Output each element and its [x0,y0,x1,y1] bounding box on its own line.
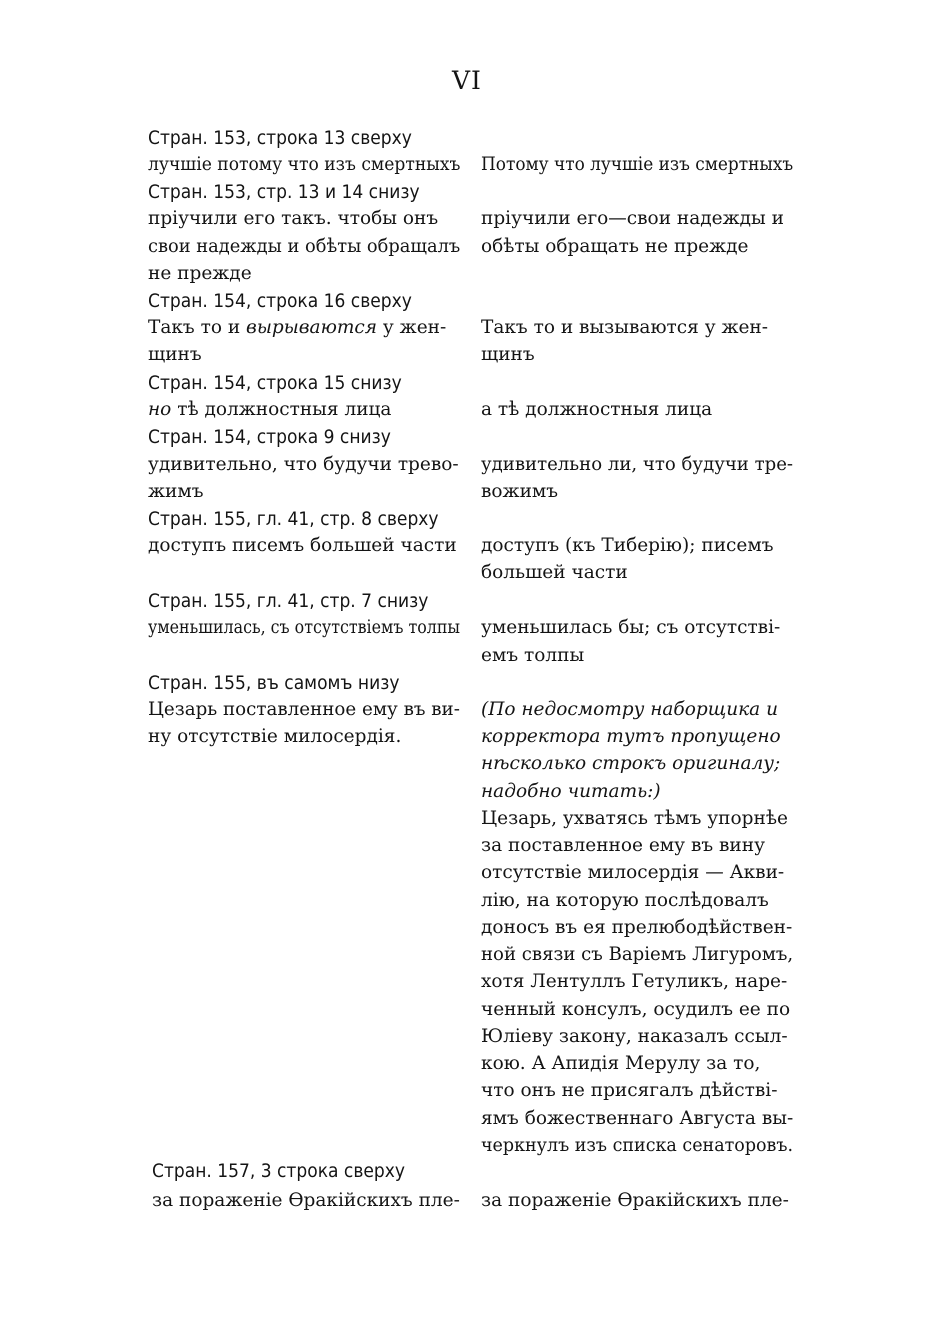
wrong-text: жимъ [148,481,204,502]
editor-note: нѣсколько строкъ оригиналу; [481,753,781,774]
wrong-text: свои надежды и обѣты обращалъ [148,236,461,257]
wrong-text-part: тѣ должностныя лица [171,399,392,420]
correct-text: пріучили его—свои надежды и [481,208,784,229]
correct-text: емъ толпы [481,645,585,666]
wrong-text: доступъ писемъ большей части [148,535,457,556]
entry-heading: Стран. 154, строка 9 снизу [148,426,391,448]
entry-heading: Стран. 153, строка 13 сверху [148,127,412,149]
wrong-text [148,317,446,339]
correct-text: отсутствіе милосердія — Акви- [481,862,785,883]
correct-text: кою. А Апидія Мерулу за то, [481,1053,761,1074]
editor-note: надобно читать:) [481,781,661,802]
wrong-text: уменьшилась, съ отсутствіемъ толпы [148,617,461,638]
correct-text: ямъ божественнаго Августа вы- [481,1108,794,1129]
wrong-text: удивительно, что будучи трево- [148,454,459,475]
entry-heading: Стран. 153, стр. 13 и 14 снизу [148,181,420,203]
wrong-text: Цезарь поставленное ему въ ви- [148,699,460,720]
correct-text: уменьшилась бы; съ отсутствi- [481,617,781,638]
correct-text: а тѣ должностныя лица [481,399,713,420]
page-number: VI [452,66,482,95]
correct-text: что онъ не присягалъ дѣйстві- [481,1080,778,1101]
entry-heading: Стран. 157, 3 строка сверху [152,1160,405,1182]
wrong-text-italic: вырываются [246,317,378,338]
entry-heading: Стран. 155, гл. 41, стр. 7 снизу [148,590,429,612]
entry-heading: Стран. 155, въ самомъ низу [148,672,400,694]
correct-text: Цезарь, ухватясь тѣмъ упорнѣе [481,808,788,829]
wrong-text: не прежде [148,263,252,284]
wrong-text-italic: но [148,399,172,420]
correct-text: Такъ то и вызываются у жен- [481,317,769,338]
wrong-text: ну отсутствіе милосердія. [148,726,402,747]
wrong-text-part: Такъ то и [148,317,247,338]
correct-text: щинъ [481,344,535,365]
correct-text: вожимъ [481,481,559,502]
correct-text: ной связи съ Варіемъ Лигуромъ, [481,944,794,965]
correct-text: доступъ (къ Тиберію); писемъ [481,535,774,556]
entry-heading: Стран. 155, гл. 41, стр. 8 сверху [148,508,439,530]
wrong-text: лучшіе потому что изъ смертныхъ [148,154,461,175]
correct-text: удивительно ли, что будучи тре- [481,454,794,475]
correct-text: ченный консулъ, осудилъ ее по [481,999,791,1020]
correct-text: обѣты обращать не прежде [481,236,749,257]
wrong-text: щинъ [148,344,202,365]
correct-text: Потому что лучшіе изъ смертныхъ [481,154,794,175]
correct-text: черкнулъ изъ списка сенаторовъ. [481,1135,794,1156]
entry-heading: Стран. 154, строка 16 сверху [148,290,412,312]
correct-text: Юліеву закону, наказалъ ссыл- [481,1026,788,1047]
wrong-text: пріучили его такъ. чтобы онъ [148,208,439,229]
correct-text: за поставленное ему въ вину [481,835,765,856]
editor-note: (По недосмотру наборщика и [481,699,778,720]
correct-text: хотя Лентуллъ Гетуликъ, наре- [481,971,788,992]
entry-heading: Стран. 154, строка 15 снизу [148,372,402,394]
wrong-text-part: у жен- [377,317,447,338]
correct-text: большей части [481,562,628,583]
wrong-text [148,399,391,421]
correct-text: лію, на которую послѣдовалъ [481,890,769,911]
correct-text: за пораженіе Ѳракійскихъ пле- [481,1190,789,1211]
editor-note: корректора тутъ пропущено [481,726,781,747]
wrong-text: за пораженіе Ѳракійскихъ пле- [152,1190,460,1211]
correct-text: доносъ въ ея прелюбодѣйствен- [481,917,793,938]
